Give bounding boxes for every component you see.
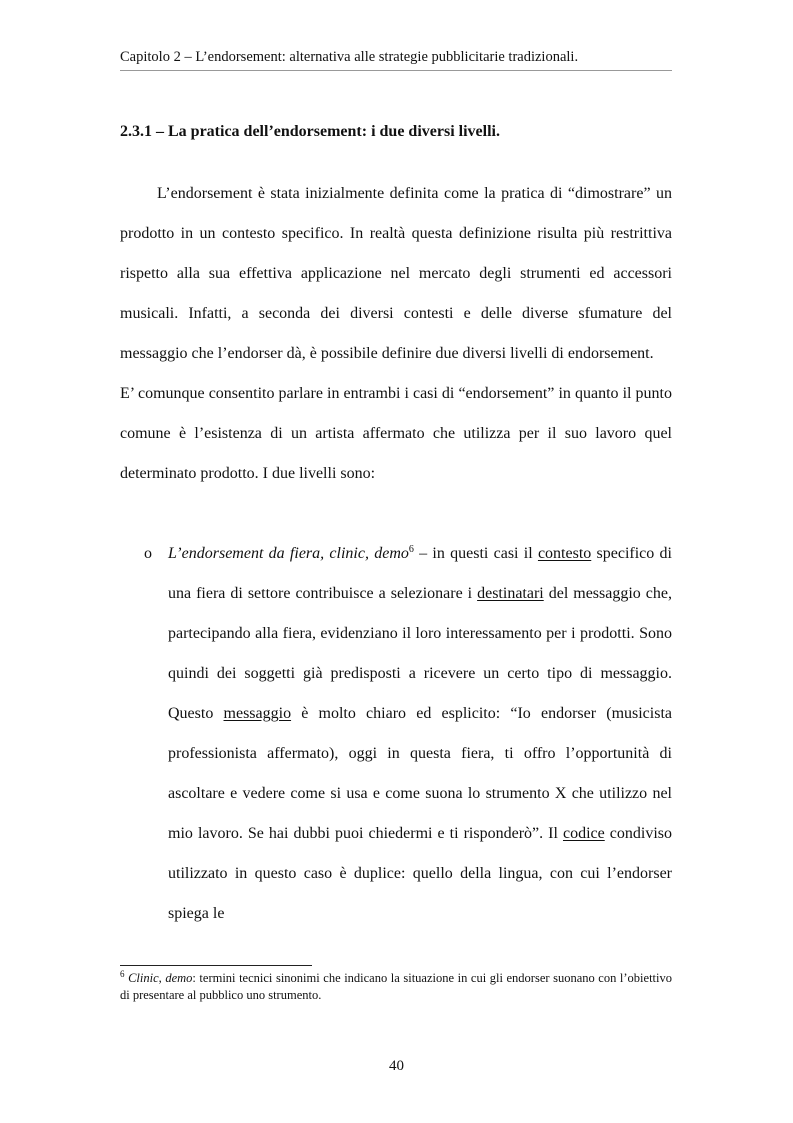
list-item-text: condiviso utilizzato in questo caso è duplice: quello della lingua, con cui l’endorser spiega le [168, 825, 672, 922]
underlined-term-messaggio: messaggio [223, 705, 292, 722]
list-item [120, 534, 672, 934]
levels-list [120, 534, 672, 934]
paragraph-levels: E’ comunque consentito parlare in entrambi i casi di “endorsement” in quanto il punto comune è l’esistenza di un artista affermato che utilizza per il suo lavoro quel determinato prodotto. I due livelli sono: [120, 385, 672, 482]
list-item-text: è molto chiaro ed esplicito: “Io endorser (musicista professionista affermato), oggi in questa fiera, ti offro l’opportunità di ascoltare e vedere come si usa e come suona lo strumento X che utilizzo nel mio lavoro. Se hai dubbi puoi chiedermi e ti risponderò”. Il [168, 705, 673, 842]
footnote-text: : termini tecnici sinonimi che indicano la situazione in cui gli endorser suonano con l’obiettivo di presentare al pubblico uno strumento. [120, 971, 672, 1002]
list-item-title: L’endorsement da fiera, clinic, demo [168, 545, 409, 562]
underlined-term-codice: codice [562, 825, 605, 842]
body-text [120, 174, 672, 494]
footnote [120, 970, 672, 1004]
footnote-text: , [158, 971, 166, 985]
footnote-rule [120, 965, 312, 966]
list-item-text: del messaggio che, partecipando alla fiera, evidenziano il loro interessamento per i prodotti. Sono quindi dei soggetti già predisposti a ricevere un certo tipo di messaggio. Questo [168, 585, 672, 722]
header-rule [120, 70, 672, 71]
bullet-marker: o [144, 545, 152, 562]
list-item-text: – in questi casi il [413, 545, 538, 562]
paragraph-intro: L’endorsement è stata inizialmente definita come la pratica di “dimostrare” un prodotto in un contesto specifico. In realtà questa definizione risulta più restrittiva rispetto alla sua effettiva applicazione nel mercato degli strumenti ed accessori musicali. Infatti, a seconda dei diversi contesti e delle diverse sfumature del messaggio che l’endorser dà, è possibile definire due diversi livelli di endorsement. [120, 185, 672, 362]
page-number: 40 [389, 1058, 404, 1074]
running-header: Capitolo 2 – L’endorsement: alternativa alle strategie pubblicitarie tradizionali. [120, 49, 579, 65]
footnote-term: Clinic [128, 971, 159, 985]
footnote-number: 6 [120, 969, 125, 979]
list-item-text: specifico di una fiera di settore contribuisce a selezionare i [168, 545, 672, 602]
underlined-term-destinatari: destinatari [477, 585, 544, 602]
section-heading: 2.3.1 – La pratica dell’endorsement: i due diversi livelli. [120, 123, 500, 140]
underlined-term-contesto: contesto [537, 545, 592, 562]
footnote-ref: 6 [408, 544, 414, 555]
footnote-term: demo [165, 971, 193, 985]
